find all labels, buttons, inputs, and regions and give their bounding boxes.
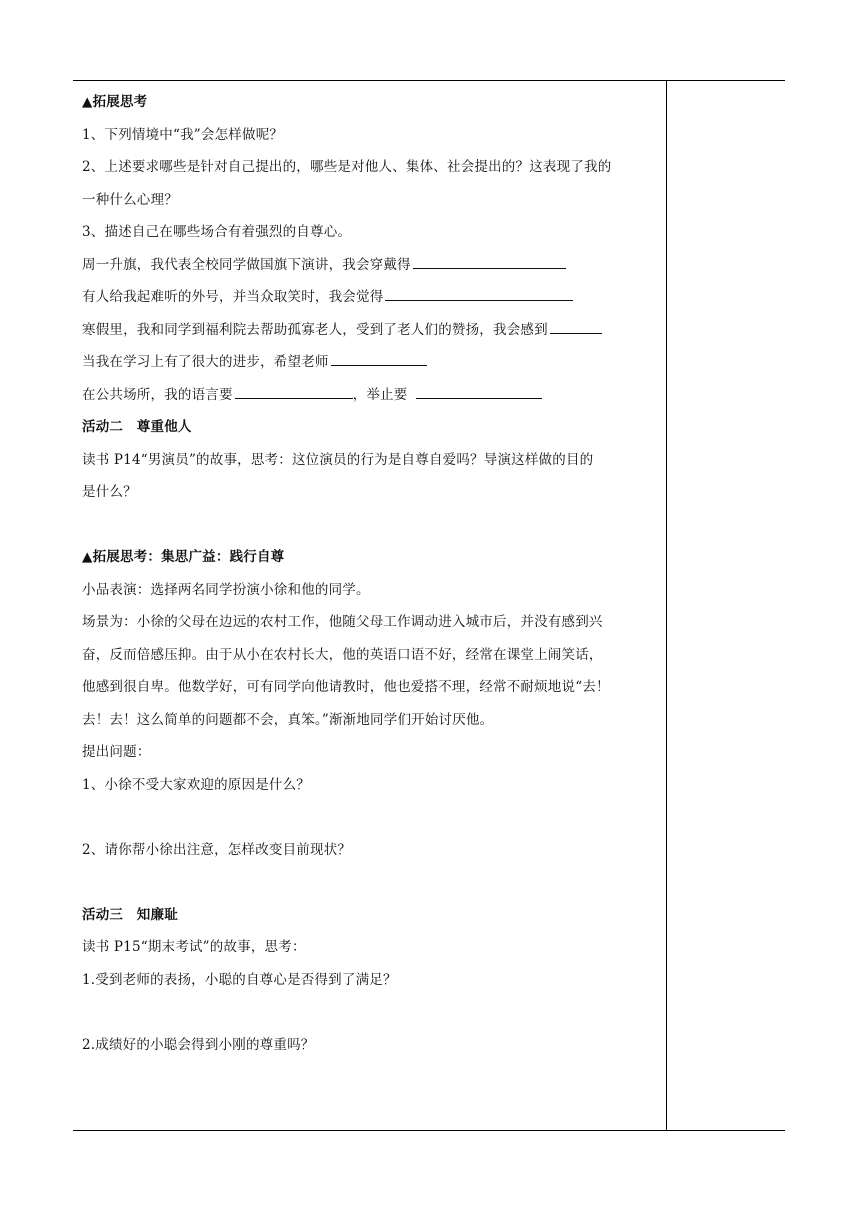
answer-blank[interactable] (550, 319, 602, 334)
extension-2-heading: ▲拓展思考：集思广益：践行自尊 (82, 549, 285, 565)
scenario-1 (82, 249, 660, 282)
scenario-4 (82, 346, 660, 379)
answer-space (82, 996, 660, 1029)
question-1: 1、下列情境中“我”会怎样做呢？ (82, 126, 284, 143)
answer-blank[interactable] (235, 384, 353, 399)
answer-blank[interactable] (413, 254, 566, 269)
activity-3-question-1: 1.受到老师的表扬，小聪的自尊心是否得到了满足？ (82, 971, 397, 988)
scenario-4-text: 当我在学习上有了很大的进步，希望老师 (82, 354, 329, 370)
skit-intro: 小品表演：选择两名同学扮演小徐和他的同学。 (82, 581, 370, 598)
scenario-2-text: 有人给我起难听的外号，并当众取笑时，我会觉得 (82, 289, 384, 305)
answer-blank[interactable] (385, 286, 573, 301)
ask-label: 提出问题： (82, 744, 151, 760)
table-bottom-rule (73, 1130, 785, 1131)
answer-blank[interactable] (416, 384, 542, 399)
scenario-1-text: 周一升旗，我代表全校同学做国旗下演讲，我会穿戴得 (82, 256, 411, 273)
skit-question-1: 1、小徐不受大家欢迎的原因是什么？ (82, 776, 310, 793)
activity-2-heading: 活动二 尊重他人 (82, 419, 192, 435)
scenario-5-text-b: ，举止要 (352, 386, 408, 403)
activity-3-heading: 活动三 知廉耻 (82, 906, 178, 923)
question-2-line-1: 2、上述要求哪些是针对自己提出的，哪些是对他人、集体、社会提出的？这表现了我的 (82, 159, 612, 175)
scenario-5 (82, 379, 660, 412)
activity-3-question-2: 2.成绩好的小聪会得到小刚的尊重吗？ (82, 1036, 315, 1053)
skit-question-2: 2、请你帮小徐出注意，怎样改变目前现状？ (82, 841, 352, 858)
answer-blank[interactable] (331, 351, 427, 366)
scenario-3-text: 寒假里，我和同学到福利院去帮助孤寡老人，受到了老人们的赞扬，我会感到 (82, 321, 548, 338)
extension-heading: ▲拓展思考 (82, 94, 148, 110)
notes-column[interactable] (667, 81, 785, 1130)
scenario-2 (82, 281, 660, 314)
scenario-3 (82, 314, 660, 347)
scene-line-2: 奋，反而倍感压抑。由于从小在农村长大，他的英语口语不好，经常在课堂上闹笑话， (82, 646, 603, 663)
scene-line-3: 他感到很自卑。他数学好，可有同学向他请教时，他也爱搭不理，经常不耐烦地说“去！ (82, 679, 610, 695)
scene-line-4: 去！去！这么简单的问题都不会，真笨。”渐渐地同学们开始讨厌他。 (82, 711, 494, 728)
answer-space (82, 509, 660, 542)
activity-2-text-line-2: 是什么？ (82, 484, 137, 500)
activity-2-text-line-1: 读书 P14“男演员”的故事，思考：这位演员的行为是自尊自爱吗？导演这样做的目的 (82, 451, 594, 468)
activity-3-text: 读书 P15“期末考试”的故事，思考： (82, 939, 306, 955)
answer-space (82, 866, 660, 899)
scene-line-1: 场景为：小徐的父母在边远的农村工作，他随父母工作调动进入城市后，并没有感到兴 (82, 614, 603, 630)
scenario-5-text-a: 在公共场所，我的语言要 (82, 386, 233, 403)
question-2-line-2: 一种什么心理？ (82, 191, 178, 208)
main-content-column (82, 86, 660, 1061)
answer-space (82, 801, 660, 834)
question-3: 3、描述自己在哪些场合有着强烈的自尊心。 (82, 224, 352, 240)
